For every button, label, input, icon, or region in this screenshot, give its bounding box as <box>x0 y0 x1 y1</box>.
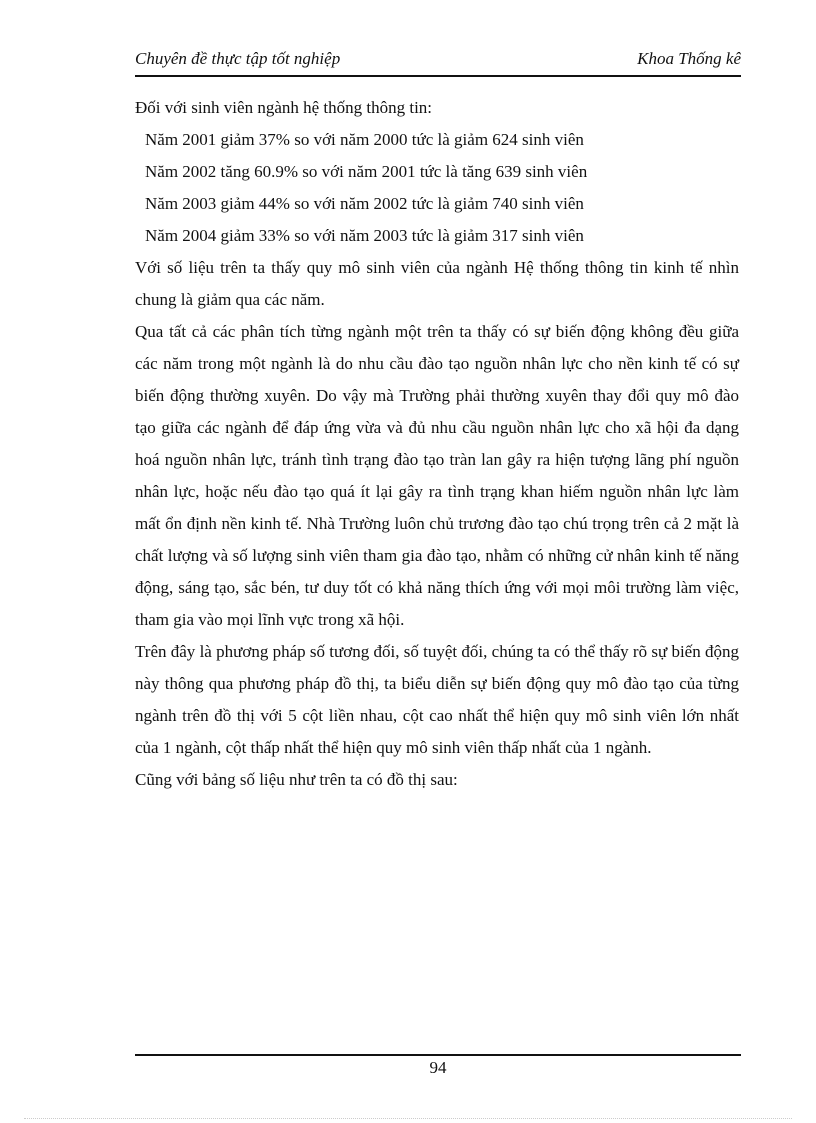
page-bottom-edge <box>24 1118 792 1119</box>
paragraph-year-2003: Năm 2003 giảm 44% so với năm 2002 tức là giảm 740 sinh viên <box>145 194 584 213</box>
paragraph-year-2004: Năm 2004 giảm 33% so với năm 2003 tức là giảm 317 sinh viên <box>145 226 584 245</box>
paragraph-conclusion: Với số liệu trên ta thấy quy mô sinh viên của ngành Hệ thống thông tin kinh tế nhìn chung là giảm qua các năm. <box>135 258 739 309</box>
paragraph-year-2001: Năm 2001 giảm 37% so với năm 2000 tức là giảm 624 sinh viên <box>145 130 584 149</box>
paragraph-method: Trên đây là phương pháp số tương đối, số tuyệt đối, chúng ta có thể thấy rõ sự biến động này thông qua phương pháp đồ thị, ta biểu diễn sự biến động quy mô đào tạo của từng ngành trên đồ thị với 5 cột liền nhau, cột cao nhất thể hiện quy mô sinh viên lớn nhất của 1 ngành, cột thấp nhất thể hiện quy mô sinh viên thấp nhất của 1 ngành. <box>135 642 739 757</box>
paragraph-analysis: Qua tất cả các phân tích từng ngành một trên ta thấy có sự biến động không đều giữa các năm trong một ngành là do nhu cầu đào tạo nguồn nhân lực cho nền kinh tế có sự biến động thường xuyên. Do vậy mà Trường phải thường xuyên thay đổi quy mô đào tạo giữa các ngành để đáp ứng vừa và đủ nhu cầu nguồn nhân lực cho xã hội đa dạng hoá nguồn nhân lực, tránh tình trạng đào tạo tràn lan gây ra hiện tượng lãng phí nguồn nhân lực, hoặc nếu đào tạo quá ít lại gây ra tình trạng khan hiếm nguồn nhân lực làm mất ổn định nền kinh tế. Nhà Trường luôn chủ trương đào tạo chú trọng trên cả 2 mặt là chất lượng và số lượng sinh viên tham gia đào tạo, nhằm có những cử nhân kinh tế năng động, sáng tạo, sắc bén, tư duy tốt có khả năng thích ứng với mọi môi trường làm việc, tham gia vào mọi lĩnh vực trong xã hội. <box>135 322 739 629</box>
paragraph-year-2002: Năm 2002 tăng 60.9% so với năm 2001 tức là tăng 639 sinh viên <box>145 162 588 181</box>
document-body <box>135 92 739 796</box>
paragraph-intro: Đối với sinh viên ngành hệ thống thông tin: <box>135 98 433 117</box>
page-header <box>135 49 741 77</box>
page-number: 94 <box>429 1058 447 1077</box>
header-department: Khoa Thống kê <box>637 49 741 68</box>
page-footer <box>135 1054 741 1078</box>
header-document-title: Chuyên đề thực tập tốt nghiệp <box>135 49 341 68</box>
paragraph-chart-intro: Cũng với bảng số liệu như trên ta có đồ thị sau: <box>135 770 458 789</box>
